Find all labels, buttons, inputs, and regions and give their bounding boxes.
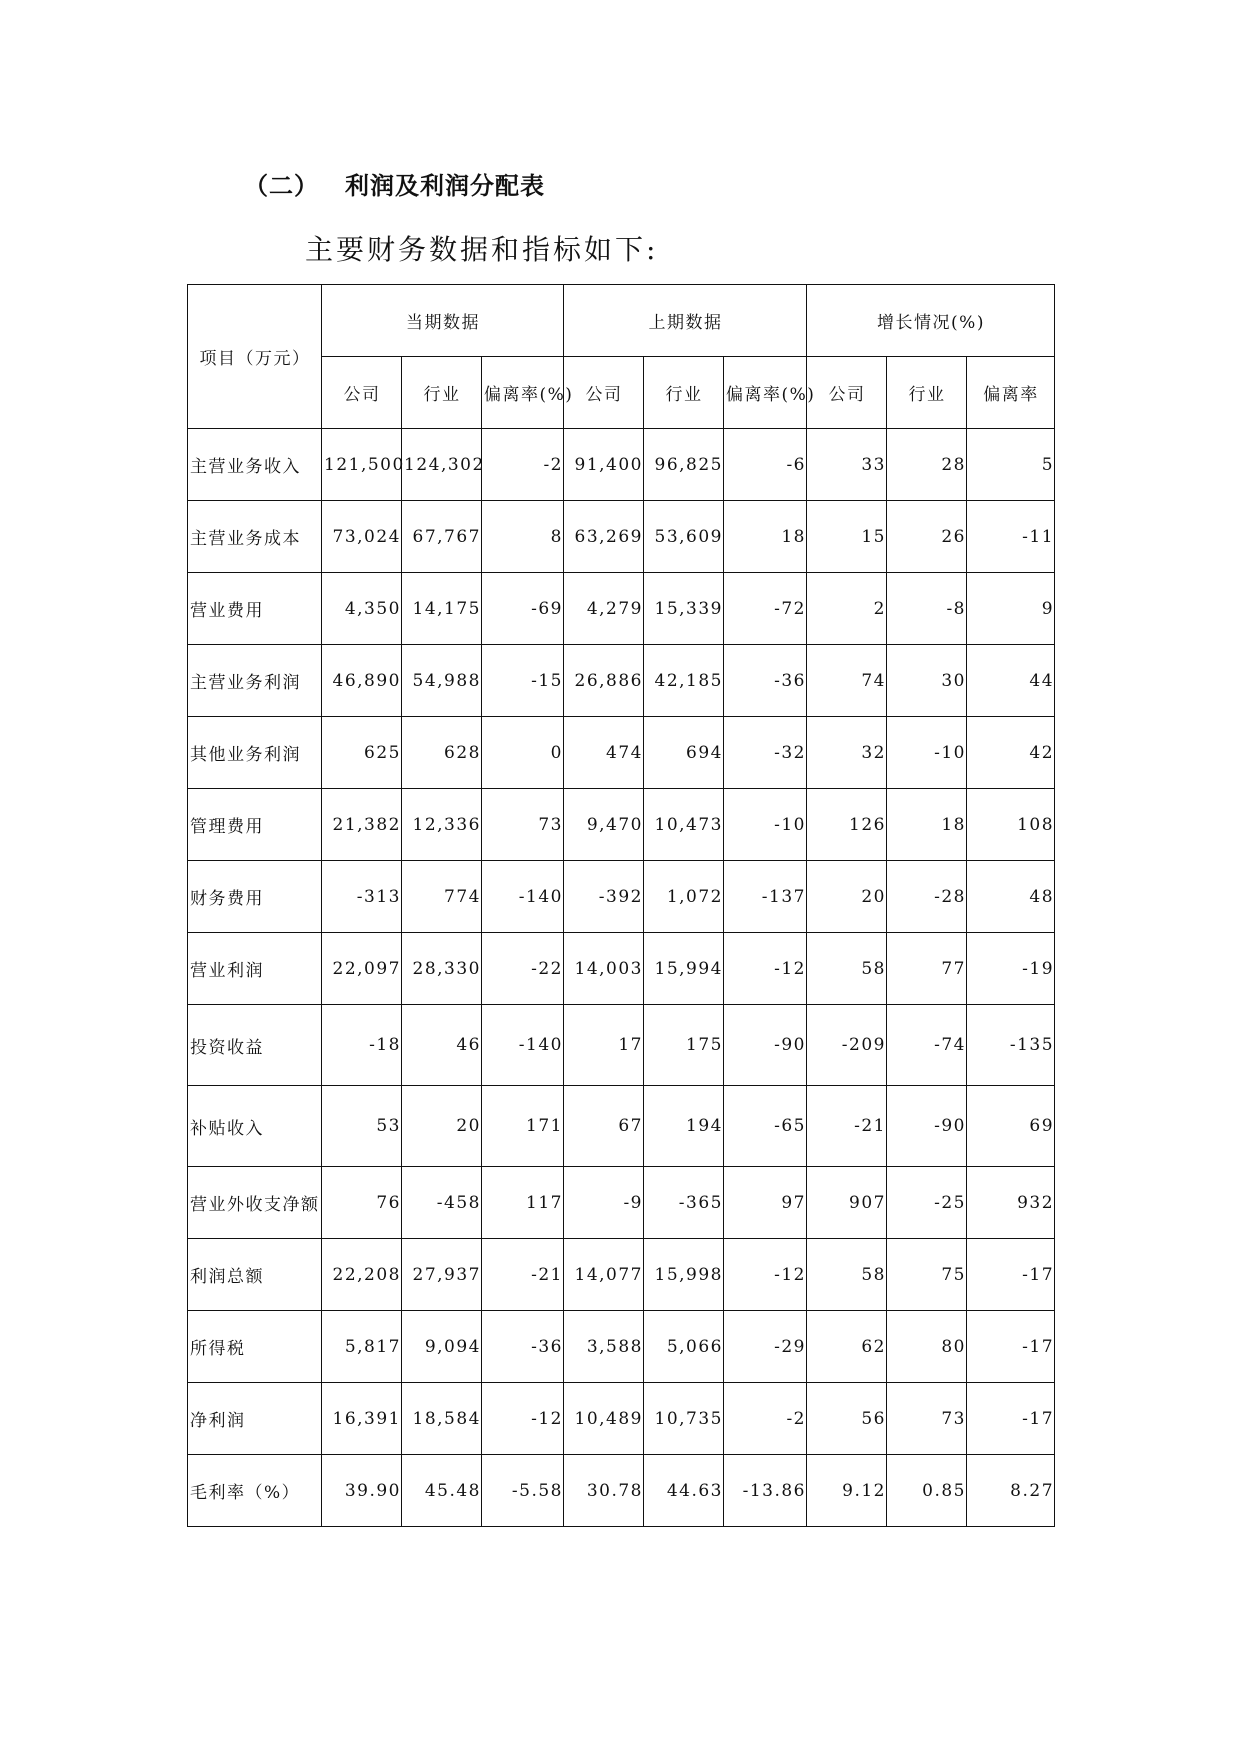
table-row	[188, 1455, 1055, 1527]
value-cell: 39.90	[322, 1455, 402, 1527]
value-cell: 14,003	[564, 933, 644, 1005]
value-cell: 932	[967, 1167, 1055, 1239]
value-cell: 194	[644, 1086, 724, 1167]
value-cell: -72	[724, 573, 807, 645]
value-cell: -12	[724, 933, 807, 1005]
value-cell: -392	[564, 861, 644, 933]
value-cell: 17	[564, 1005, 644, 1086]
value-cell: 53	[322, 1086, 402, 1167]
value-cell: -135	[967, 1005, 1055, 1086]
value-cell: 67	[564, 1086, 644, 1167]
value-cell: 175	[644, 1005, 724, 1086]
value-cell: 9,470	[564, 789, 644, 861]
value-cell: 58	[807, 933, 887, 1005]
value-cell: 15,998	[644, 1239, 724, 1311]
value-cell: 46,890	[322, 645, 402, 717]
table-row	[188, 645, 1055, 717]
value-cell: 44	[967, 645, 1055, 717]
group-header-previous: 上期数据	[564, 285, 807, 357]
value-cell: 10,735	[644, 1383, 724, 1455]
value-cell: 26,886	[564, 645, 644, 717]
value-cell: 4,279	[564, 573, 644, 645]
value-cell: 44.63	[644, 1455, 724, 1527]
value-cell: 30	[887, 645, 967, 717]
value-cell: -10	[887, 717, 967, 789]
value-cell: -90	[887, 1086, 967, 1167]
value-cell: 8.27	[967, 1455, 1055, 1527]
value-cell: -25	[887, 1167, 967, 1239]
value-cell: -10	[724, 789, 807, 861]
value-cell: 28,330	[402, 933, 482, 1005]
value-cell: 20	[402, 1086, 482, 1167]
value-cell: 9,094	[402, 1311, 482, 1383]
value-cell: -28	[887, 861, 967, 933]
value-cell: 77	[887, 933, 967, 1005]
value-cell: 22,097	[322, 933, 402, 1005]
value-cell: 628	[402, 717, 482, 789]
subheader-industry: 行业	[887, 357, 967, 429]
value-cell: 16,391	[322, 1383, 402, 1455]
value-cell: -13.86	[724, 1455, 807, 1527]
value-cell: 76	[322, 1167, 402, 1239]
group-header-growth: 增长情况(%)	[807, 285, 1055, 357]
row-label: 主营业务成本	[188, 501, 322, 573]
value-cell: 26	[887, 501, 967, 573]
value-cell: 4,350	[322, 573, 402, 645]
value-cell: 0.85	[887, 1455, 967, 1527]
value-cell: 91,400	[564, 429, 644, 501]
value-cell: 75	[887, 1239, 967, 1311]
row-label: 管理费用	[188, 789, 322, 861]
row-label: 营业费用	[188, 573, 322, 645]
value-cell: 3,588	[564, 1311, 644, 1383]
row-label: 营业利润	[188, 933, 322, 1005]
value-cell: 0	[482, 717, 564, 789]
value-cell: 9	[967, 573, 1055, 645]
row-label: 利润总额	[188, 1239, 322, 1311]
value-cell: 56	[807, 1383, 887, 1455]
value-cell: 73	[482, 789, 564, 861]
value-cell: 907	[807, 1167, 887, 1239]
row-label: 主营业务利润	[188, 645, 322, 717]
group-header-current: 当期数据	[322, 285, 564, 357]
value-cell: 73	[887, 1383, 967, 1455]
row-label: 所得税	[188, 1311, 322, 1383]
value-cell: 5,066	[644, 1311, 724, 1383]
value-cell: -21	[482, 1239, 564, 1311]
value-cell: 10,473	[644, 789, 724, 861]
section-heading	[244, 166, 545, 201]
value-cell: 54,988	[402, 645, 482, 717]
value-cell: -29	[724, 1311, 807, 1383]
table-row	[188, 789, 1055, 861]
subheader-company: 公司	[564, 357, 644, 429]
subheader-deviation: 偏离率(%)	[482, 357, 564, 429]
value-cell: -65	[724, 1086, 807, 1167]
value-cell: 97	[724, 1167, 807, 1239]
value-cell: -21	[807, 1086, 887, 1167]
value-cell: -9	[564, 1167, 644, 1239]
value-cell: -8	[887, 573, 967, 645]
value-cell: 33	[807, 429, 887, 501]
value-cell: 14,175	[402, 573, 482, 645]
value-cell: 20	[807, 861, 887, 933]
value-cell: 18,584	[402, 1383, 482, 1455]
table-row	[188, 1005, 1055, 1086]
value-cell: -6	[724, 429, 807, 501]
value-cell: 63,269	[564, 501, 644, 573]
table-row	[188, 573, 1055, 645]
item-column-header: 项目（万元）	[188, 285, 322, 429]
value-cell: 42,185	[644, 645, 724, 717]
table-row	[188, 429, 1055, 501]
value-cell: -32	[724, 717, 807, 789]
value-cell: 1,072	[644, 861, 724, 933]
value-cell: -36	[724, 645, 807, 717]
value-cell: 8	[482, 501, 564, 573]
table-row	[188, 1086, 1055, 1167]
row-label: 投资收益	[188, 1005, 322, 1086]
row-label: 营业外收支净额	[188, 1167, 322, 1239]
value-cell: -36	[482, 1311, 564, 1383]
value-cell: 53,609	[644, 501, 724, 573]
value-cell: 5	[967, 429, 1055, 501]
value-cell: 80	[887, 1311, 967, 1383]
value-cell: -90	[724, 1005, 807, 1086]
value-cell: 15	[807, 501, 887, 573]
value-cell: 46	[402, 1005, 482, 1086]
value-cell: 5,817	[322, 1311, 402, 1383]
value-cell: 32	[807, 717, 887, 789]
value-cell: 12,336	[402, 789, 482, 861]
subheader-deviation: 偏离率	[967, 357, 1055, 429]
value-cell: 18	[887, 789, 967, 861]
table-row	[188, 1383, 1055, 1455]
value-cell: 21,382	[322, 789, 402, 861]
value-cell: 774	[402, 861, 482, 933]
table-body	[188, 429, 1055, 1527]
value-cell: 124,302	[402, 429, 482, 501]
value-cell: -12	[724, 1239, 807, 1311]
financial-data-table	[187, 284, 1055, 1527]
value-cell: -15	[482, 645, 564, 717]
value-cell: -365	[644, 1167, 724, 1239]
value-cell: 45.48	[402, 1455, 482, 1527]
value-cell: 117	[482, 1167, 564, 1239]
value-cell: 9.12	[807, 1455, 887, 1527]
value-cell: 15,339	[644, 573, 724, 645]
value-cell: 625	[322, 717, 402, 789]
value-cell: 474	[564, 717, 644, 789]
value-cell: -17	[967, 1383, 1055, 1455]
value-cell: -458	[402, 1167, 482, 1239]
value-cell: 73,024	[322, 501, 402, 573]
value-cell: 15,994	[644, 933, 724, 1005]
value-cell: 48	[967, 861, 1055, 933]
value-cell: -19	[967, 933, 1055, 1005]
value-cell: 74	[807, 645, 887, 717]
section-number: （二）	[244, 172, 319, 200]
row-label: 主营业务收入	[188, 429, 322, 501]
value-cell: -2	[482, 429, 564, 501]
value-cell: 22,208	[322, 1239, 402, 1311]
value-cell: 121,500	[322, 429, 402, 501]
intro-text: 主要财务数据和指标如下:	[305, 233, 659, 266]
table-row	[188, 717, 1055, 789]
value-cell: 58	[807, 1239, 887, 1311]
table-row	[188, 501, 1055, 573]
value-cell: 10,489	[564, 1383, 644, 1455]
section-title: 利润及利润分配表	[345, 172, 545, 200]
value-cell: -12	[482, 1383, 564, 1455]
value-cell: -313	[322, 861, 402, 933]
value-cell: -74	[887, 1005, 967, 1086]
row-label: 补贴收入	[188, 1086, 322, 1167]
value-cell: 69	[967, 1086, 1055, 1167]
subheader-company: 公司	[322, 357, 402, 429]
row-label: 其他业务利润	[188, 717, 322, 789]
value-cell: -11	[967, 501, 1055, 573]
row-label: 净利润	[188, 1383, 322, 1455]
value-cell: 42	[967, 717, 1055, 789]
value-cell: 2	[807, 573, 887, 645]
value-cell: 28	[887, 429, 967, 501]
value-cell: 96,825	[644, 429, 724, 501]
subheader-industry: 行业	[644, 357, 724, 429]
subheader-industry: 行业	[402, 357, 482, 429]
value-cell: -137	[724, 861, 807, 933]
table-row	[188, 1167, 1055, 1239]
table-row	[188, 861, 1055, 933]
value-cell: 27,937	[402, 1239, 482, 1311]
value-cell: 14,077	[564, 1239, 644, 1311]
table-group-header-row	[188, 285, 1055, 357]
table-row	[188, 1311, 1055, 1383]
subheader-company: 公司	[807, 357, 887, 429]
value-cell: 694	[644, 717, 724, 789]
value-cell: -140	[482, 861, 564, 933]
subheader-deviation: 偏离率(%)	[724, 357, 807, 429]
table-row	[188, 1239, 1055, 1311]
value-cell: -17	[967, 1239, 1055, 1311]
value-cell: -17	[967, 1311, 1055, 1383]
value-cell: -18	[322, 1005, 402, 1086]
row-label: 毛利率（%）	[188, 1455, 322, 1527]
value-cell: 18	[724, 501, 807, 573]
value-cell: 126	[807, 789, 887, 861]
value-cell: -140	[482, 1005, 564, 1086]
value-cell: -5.58	[482, 1455, 564, 1527]
value-cell: -22	[482, 933, 564, 1005]
value-cell: -69	[482, 573, 564, 645]
value-cell: 30.78	[564, 1455, 644, 1527]
table-row	[188, 933, 1055, 1005]
value-cell: -209	[807, 1005, 887, 1086]
value-cell: 171	[482, 1086, 564, 1167]
value-cell: 67,767	[402, 501, 482, 573]
value-cell: 62	[807, 1311, 887, 1383]
value-cell: -2	[724, 1383, 807, 1455]
row-label: 财务费用	[188, 861, 322, 933]
value-cell: 108	[967, 789, 1055, 861]
